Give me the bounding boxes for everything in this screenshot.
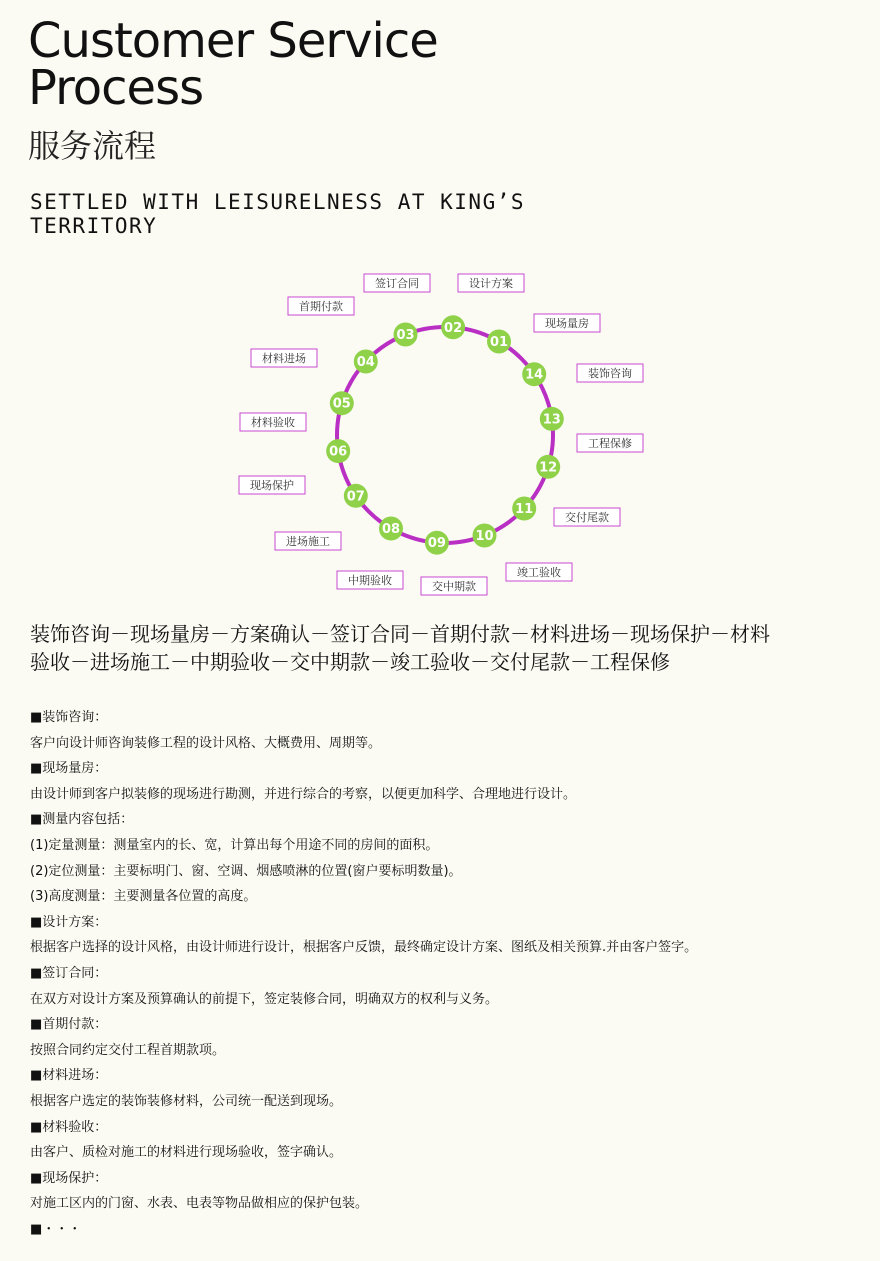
step-number-12: 12	[539, 460, 558, 476]
detail-heading: ■现场保护：	[30, 1170, 108, 1186]
detail-heading: ■现场量房：	[30, 761, 108, 777]
step-label-06: 材料进场	[262, 352, 306, 365]
step-number-07: 07	[346, 489, 365, 505]
detail-text: (3)高度测量：主要测量各位置的高度。	[30, 889, 257, 905]
detail-heading: ■材料验收：	[30, 1119, 108, 1135]
page-title	[28, 13, 438, 116]
step-number-01: 01	[489, 335, 509, 350]
detail-text: 由设计师到客户拟装修的现场进行勘测，并进行综合的考察，以便更加科学、合理地进行设计。	[30, 786, 577, 802]
step-label-05: 首期付款	[299, 300, 343, 313]
detail-heading: ■装饰咨询：	[30, 710, 108, 725]
step-label-08: 现场保护	[250, 479, 294, 492]
step-number-09: 09	[427, 536, 446, 552]
step-label-03: 设计方案	[469, 277, 513, 290]
slogan	[30, 190, 525, 238]
step-label-14: 工程保修	[588, 437, 632, 450]
step-number-05: 05	[332, 396, 351, 412]
detail-text: 对施工区内的门窗、水表、电表等物品做相应的保护包装。	[30, 1196, 369, 1212]
detail-heading: ■首期付款：	[30, 1017, 108, 1033]
step-number-04: 04	[356, 355, 375, 370]
detail-heading: ■测量内容包括：	[30, 812, 134, 828]
slogan-line-2: TERRITORY	[30, 214, 158, 238]
page-title-line-2: Process	[28, 60, 204, 116]
step-number-03: 03	[396, 328, 415, 343]
process-details	[30, 705, 860, 1242]
step-number-02: 02	[444, 320, 463, 336]
step-number-13: 13	[542, 412, 561, 428]
step-label-11: 交中期款	[432, 580, 476, 593]
step-label-10: 中期验收	[348, 574, 392, 587]
step-label-02: 现场量房	[545, 317, 589, 330]
step-label-12: 竣工验收	[517, 566, 561, 579]
process-summary-line-1: 装饰咨询－现场量房－方案确认－签订合同－首期付款－材料进场－现场保护－材料	[30, 622, 770, 646]
step-number-08: 08	[381, 522, 401, 537]
step-label-04: 签订合同	[375, 277, 419, 290]
process-summary-line-2: 验收－进场施工－中期验收－交中期款－竣工验收－交付尾款－工程保修	[30, 650, 670, 674]
process-cycle-diagram	[0, 260, 880, 600]
slogan-line-1: SETTLED WITH LEISURELNESS AT KING’S	[30, 190, 526, 214]
step-label-09: 进场施工	[286, 535, 330, 548]
detail-text: 按照合同约定交付工程首期款项。	[30, 1042, 226, 1058]
step-number-06: 06	[329, 444, 348, 460]
detail-text: (1)定量测量：测量室内的长、宽，计算出每个用途不同的房间的面积。	[30, 837, 439, 853]
step-label-01: 装饰咨询	[588, 367, 632, 380]
process-summary	[30, 620, 860, 676]
step-number-14: 14	[525, 367, 544, 383]
detail-heading: ■签订合同：	[30, 965, 108, 981]
page-title-chinese: 服务流程	[28, 127, 157, 165]
step-number-11: 11	[515, 502, 534, 517]
detail-heading: ■・・・	[30, 1221, 82, 1237]
detail-text: 由客户、质检对施工的材料进行现场验收，签字确认。	[30, 1145, 343, 1161]
detail-heading: ■设计方案：	[30, 914, 108, 930]
page-title-line-1: Customer Service	[28, 13, 438, 69]
detail-text: 客户向设计师咨询装修工程的设计风格、大概费用、周期等。	[30, 735, 382, 751]
step-number-10: 10	[475, 529, 494, 544]
detail-text: 根据客户选择的设计风格，由设计师进行设计，根据客户反馈，最终确定设计方案、图纸及相关预算.并由客户签字。	[30, 940, 698, 956]
detail-text: 在双方对设计方案及预算确认的前提下，签定装修合同，明确双方的权利与义务。	[30, 991, 499, 1007]
step-label-13: 交付尾款	[565, 511, 609, 524]
step-label-07: 材料验收	[251, 416, 295, 429]
detail-heading: ■材料进场：	[30, 1068, 108, 1084]
detail-text: (2)定位测量：主要标明门、窗、空调、烟感喷淋的位置(窗户要标明数量)。	[30, 863, 462, 879]
detail-text: 根据客户选定的装饰装修材料，公司统一配送到现场。	[30, 1093, 343, 1109]
